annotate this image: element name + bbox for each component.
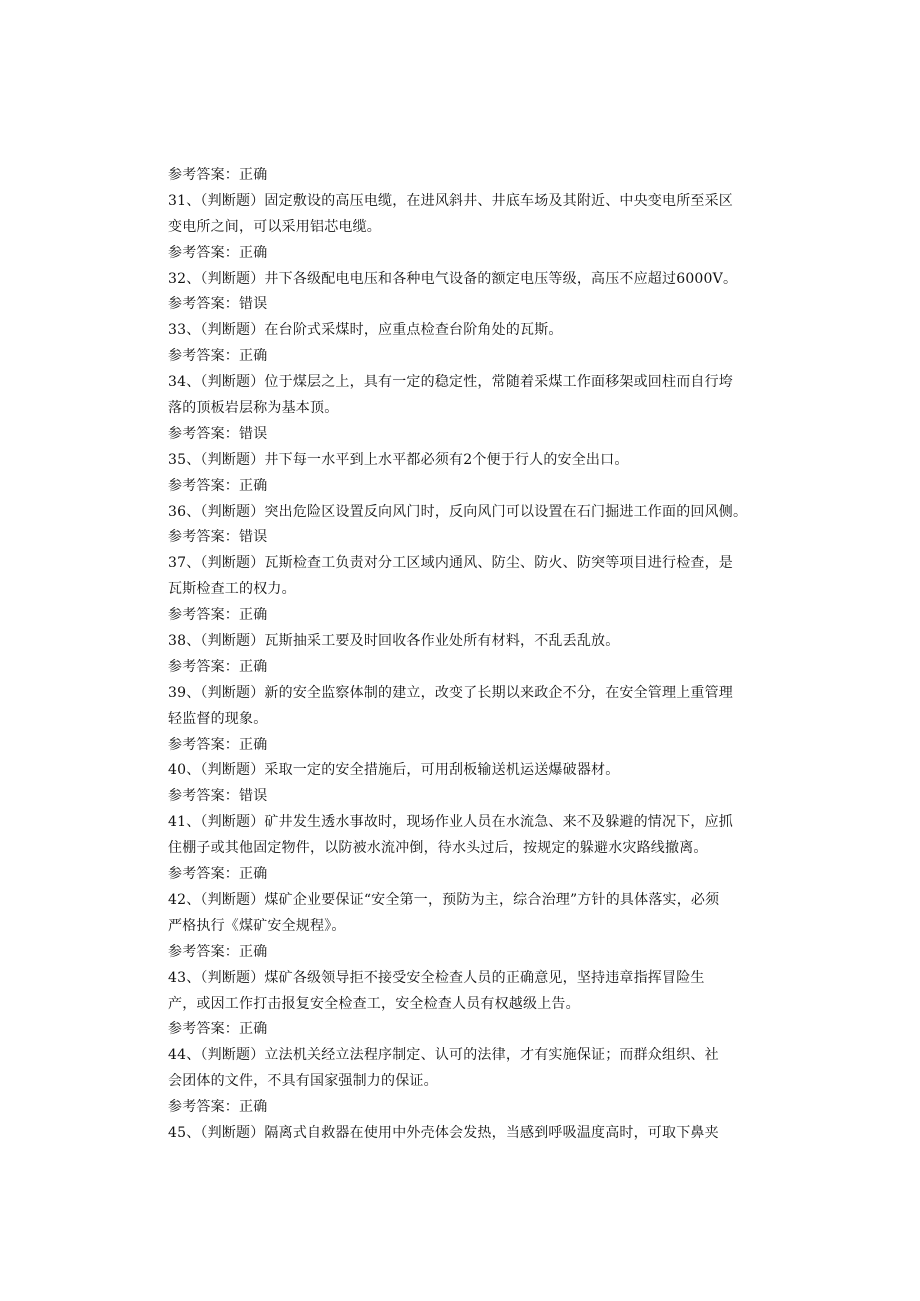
text-line: 参考答案：正确: [168, 244, 268, 261]
text-line: 41、（判断题）矿井发生透水事故时，现场作业人员在水流急、来不及躲避的情况下，应抓: [168, 814, 734, 831]
text-line: 33、（判断题）在台阶式采煤时，应重点检查台阶角处的瓦斯。: [168, 322, 563, 339]
text-line: 参考答案：正确: [168, 348, 268, 365]
text-line: 参考答案：错误: [168, 529, 268, 546]
text-line: 住棚子或其他固定物件，以防被水流冲倒，待水头过后，按规定的躲避水灾路线撤离。: [168, 840, 708, 857]
text-line: 瓦斯检查工的权力。: [168, 581, 296, 598]
text-line: 严格执行《煤矿安全规程》。: [168, 917, 346, 934]
text-line: 43、（判断题）煤矿各级领导拒不接受安全检查人员的正确意见，坚持违章指挥冒险生: [168, 969, 705, 986]
text-line: 36、（判断题）突出危险区设置反向风门时，反向风门可以设置在石门掘进工作面的回风侧。: [168, 503, 748, 520]
text-line: 参考答案：错误: [168, 788, 268, 805]
text-line: 参考答案：错误: [168, 296, 268, 313]
text-line: 参考答案：正确: [168, 736, 268, 753]
text-line: 参考答案：正确: [168, 658, 268, 675]
text-line: 40、（判断题）采取一定的安全措施后，可用刮板输送机运送爆破器材。: [168, 762, 620, 779]
text-line: 参考答案：正确: [168, 866, 268, 883]
text-line: 42、（判断题）煤矿企业要保证“安全第一，预防为主，综合治理”方针的具体落实，必须: [168, 891, 720, 908]
text-line: 38、（判断题）瓦斯抽采工要及时回收各作业处所有材料，不乱丢乱放。: [168, 633, 620, 650]
text-line: 落的顶板岩层称为基本顶。: [168, 400, 339, 417]
text-line: 参考答案：错误: [168, 425, 268, 442]
text-line: 变电所之间，可以采用铝芯电缆。: [168, 218, 381, 235]
text-line: 参考答案：正确: [168, 607, 268, 624]
text-line: 31、（判断题）固定敷设的高压电缆，在进风斜井、井底车场及其附近、中央变电所至采区: [168, 192, 734, 209]
text-line: 产，或因工作打击报复安全检查工，安全检查人员有权越级上告。: [168, 995, 580, 1012]
text-line: 32、（判断题）井下各级配电电压和各种电气设备的额定电压等级，高压不应超过6000V。: [168, 270, 738, 287]
text-line: 参考答案：正确: [168, 167, 268, 183]
text-line: 45、（判断题）隔离式自救器在使用中外壳体会发热，当感到呼吸温度高时，可取下鼻夹: [168, 1124, 719, 1141]
text-line: 参考答案：正确: [168, 1099, 268, 1116]
question-list: [168, 163, 758, 1147]
text-line: 参考答案：正确: [168, 477, 268, 494]
text-line: 参考答案：正确: [168, 1021, 268, 1038]
text-line: 44、（判断题）立法机关经立法程序制定、认可的法律，才有实施保证；而群众组织、社: [168, 1047, 719, 1064]
text-line: 37、（判断题）瓦斯检查工负责对分工区域内通风、防尘、防火、防突等项目进行检查，是: [168, 555, 734, 572]
text-line: 参考答案：正确: [168, 943, 268, 960]
text-line: 34、（判断题）位于煤层之上，具有一定的稳定性，常随着采煤工作面移架或回柱而自行垮: [168, 374, 734, 391]
text-line: 35、（判断题）井下每一水平到上水平都必须有2个便于行人的安全出口。: [168, 451, 629, 468]
text-line: 会团体的文件，不具有国家强制力的保证。: [168, 1073, 438, 1090]
text-line: 39、（判断题）新的安全监察体制的建立，改变了长期以来政企不分，在安全管理上重管理: [168, 684, 734, 701]
text-line: 轻监督的现象。: [168, 710, 268, 727]
